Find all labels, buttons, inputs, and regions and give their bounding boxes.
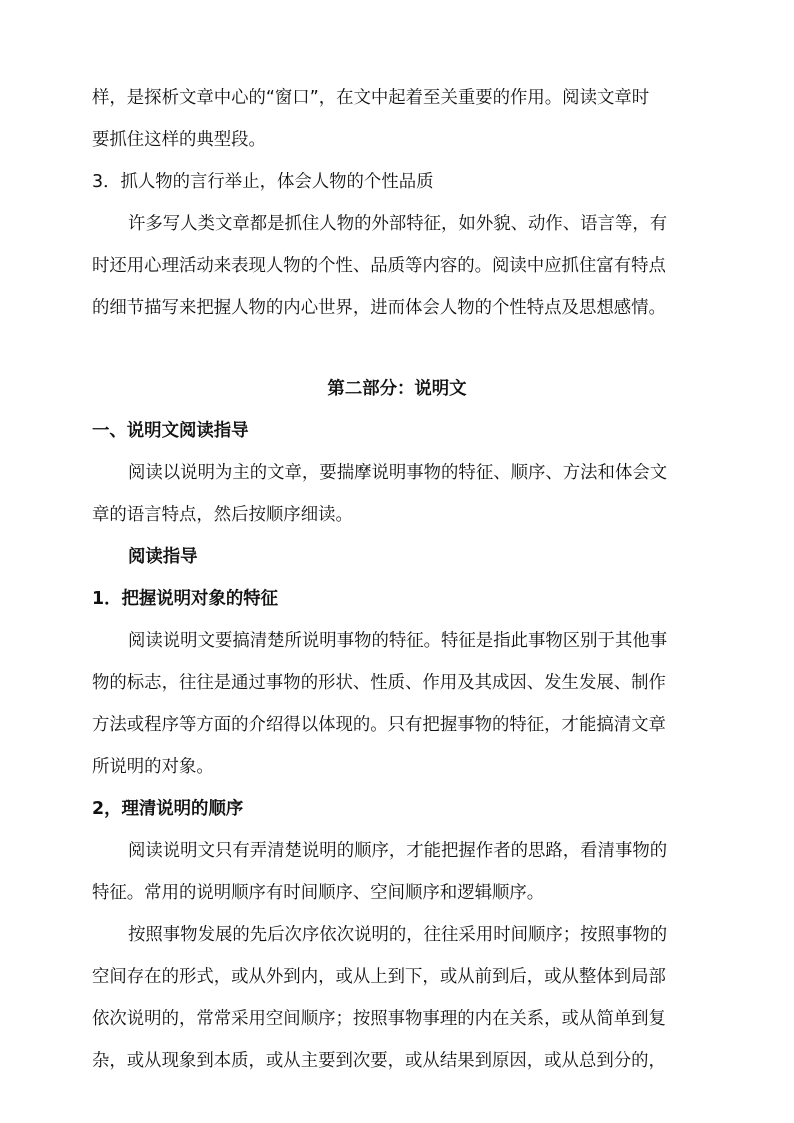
paragraph-line: 特征。常用的说明顺序有时间顺序、空间顺序和逻辑顺序。 [92,883,545,903]
paragraph-line: 章的语言特点，然后按顺序细读。 [92,505,353,525]
paragraph-line: 空间存在的形式，或从外到内，或从上到下，或从前到后，或从整体到局部 [92,967,666,987]
paragraph-line: 时还用心理活动来表现人物的个性、品质等内容的。阅读中应抓住富有特点 [92,256,666,276]
paragraph-line: 的细节描写来把握人物的内心世界，进而体会人物的个性特点及思想感情。 [92,298,666,318]
paragraph-line: 物的标志，往往是通过事物的形状、性质、作用及其成因、发生发展、制作 [92,673,666,693]
section-heading: 一、说明文阅读指导 [92,421,249,441]
paragraph-line: 样，是探析文章中心的“窗口”，在文中起着至关重要的作用。阅读文章时 [92,88,650,108]
paragraph-line: 所说明的对象。 [92,757,214,777]
paragraph-line: 按照事物发展的先后次序依次说明的，往往采用时间顺序；按照事物的 [128,925,668,945]
list-heading: 3．抓人物的言行举止，体会人物的个性品质 [92,172,434,192]
paragraph-line: 阅读以说明为主的文章，要揣摩说明事物的特征、顺序、方法和体会文 [128,463,668,483]
numbered-heading: 1．把握说明对象的特征 [92,589,279,609]
paragraph-line: 方法或程序等方面的介绍得以体现的。只有把握事物的特征，才能搞清文章 [92,715,666,735]
paragraph-line: 要抓住这样的典型段。 [92,130,266,150]
section-title: 第二部分：说明文 [327,379,467,399]
subsection-heading: 阅读指导 [128,547,198,567]
numbered-heading: 2，理清说明的顺序 [92,799,244,819]
paragraph-line: 阅读说明文要搞清楚所说明事物的特征。特征是指此事物区别于其他事 [128,631,668,651]
paragraph-line: 依次说明的，常常采用空间顺序；按照事物事理的内在关系，或从简单到复 [92,1009,666,1029]
paragraph-line: 杂，或从现象到本质，或从主要到次要，或从结果到原因，或从总到分的， [92,1051,666,1071]
paragraph-line: 许多写人类文章都是抓住人物的外部特征，如外貌、动作、语言等，有 [128,214,668,234]
paragraph-line: 阅读说明文只有弄清楚说明的顺序，才能把握作者的思路，看清事物的 [128,841,668,861]
